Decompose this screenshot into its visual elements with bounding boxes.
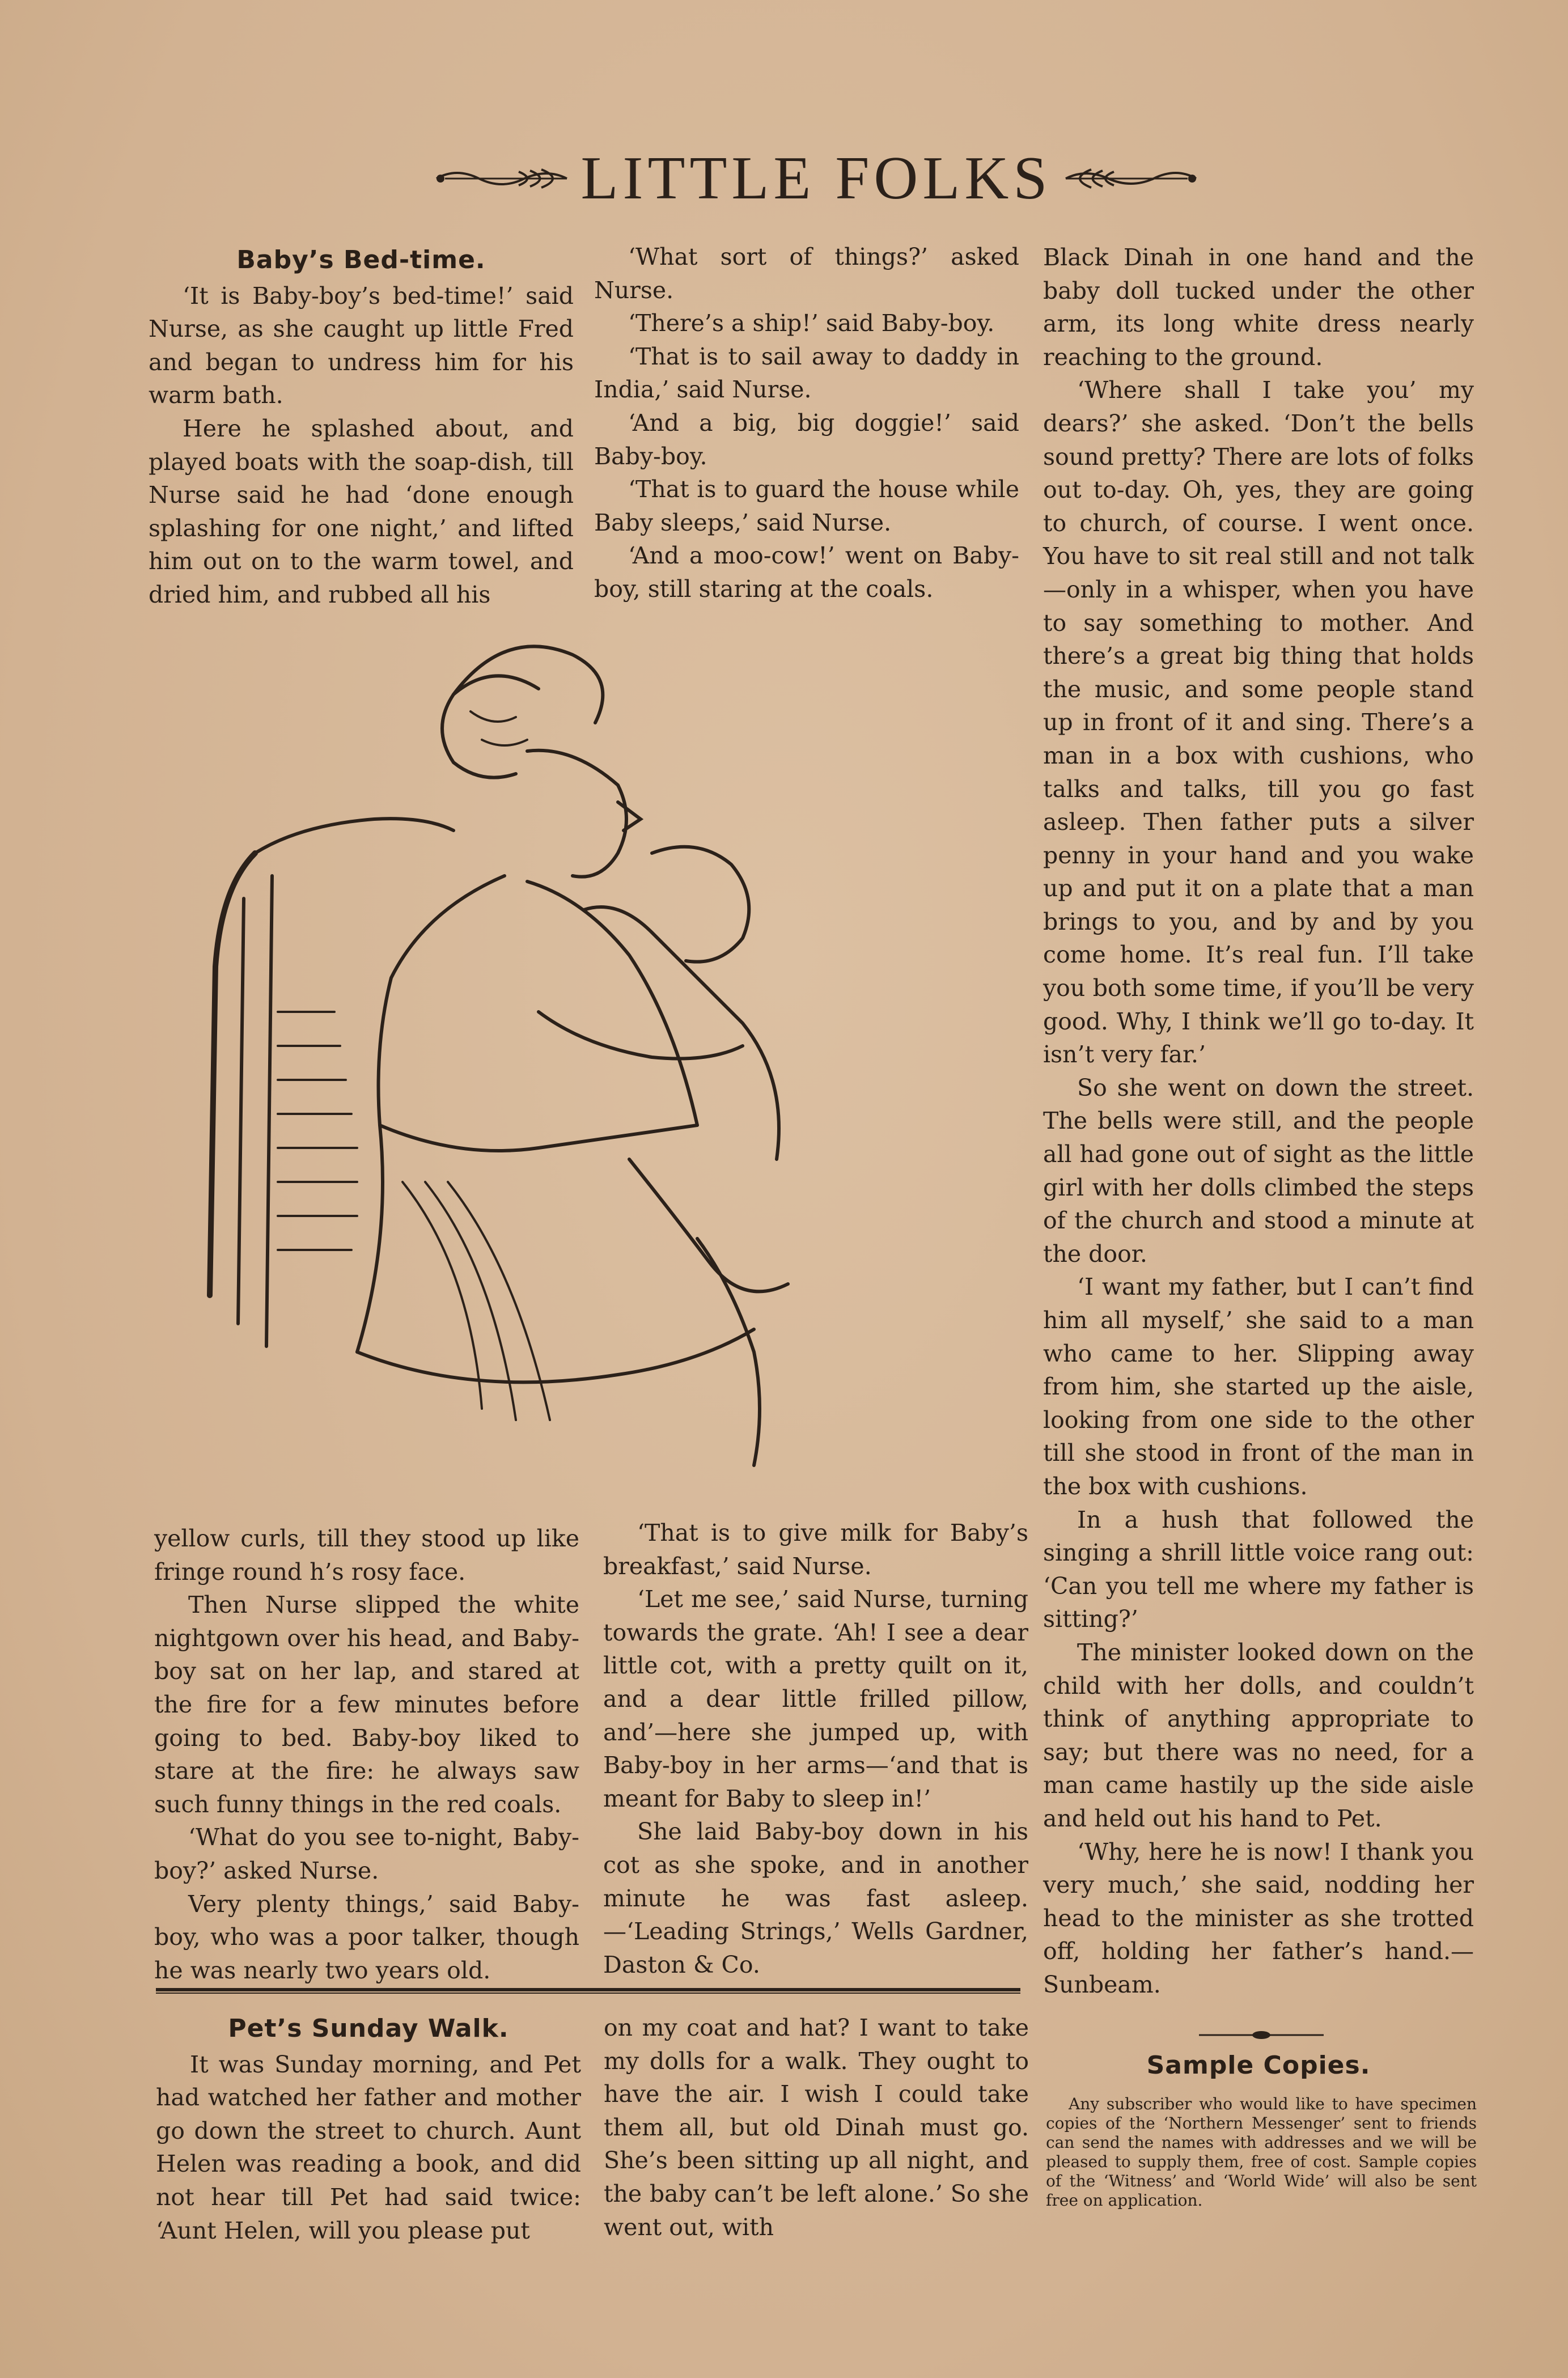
nurse-and-baby-illustration xyxy=(187,615,992,1505)
divider-ornament-icon xyxy=(1196,2029,1327,2041)
masthead-title: LITTLE FOLKS xyxy=(580,145,1052,212)
sample-copies-headline-box xyxy=(1054,2049,1463,2085)
paragraph: Black Dinah in one hand and the baby doll tucked under the other arm, its long white dress nearly reaching to the ground. xyxy=(1043,244,1474,371)
section-divider-thin xyxy=(156,1993,1020,1994)
article2-headline: Pet’s Sunday Walk. xyxy=(228,2014,509,2043)
paragraph: ‘And a big, big doggie!’ said Baby-boy. xyxy=(594,409,1019,470)
article2-col2 xyxy=(604,2011,1029,2244)
notice-body: Any subscriber who would like to have specimen copies of the ‘Northern Messenger’ sent to friends can send the names with addresses and we will be pleased to supply them, free of cost. Sample copies of the ‘Witness’ and ‘World Wide’ will also be sent free on application. xyxy=(1046,2095,1477,2210)
paragraph: ‘What do you see to-night, Baby-boy?’ asked Nurse. xyxy=(154,1824,579,1884)
right-ornament-icon xyxy=(1063,162,1199,196)
paragraph: ‘And a moo-cow!’ went on Baby-boy, still staring at the coals. xyxy=(594,542,1019,603)
paragraph: Here he splashed about, and played boats with the soap-dish, till Nurse said he had ‘done enough splashing for one night,’ and lifted him out on to the warm towel, and dried him, and rubbed all his xyxy=(149,414,574,608)
sample-copies-notice xyxy=(1046,2095,1477,2210)
article2-col3 xyxy=(1043,241,1474,2001)
paragraph: ‘That is to sail away to daddy in India,’ said Nurse. xyxy=(594,342,1019,404)
article1-col2-bottom xyxy=(603,1516,1028,1981)
paragraph: Then Nurse slipped the white nightgown over his head, and Baby-boy sat on her lap, and stared at the fire for a few minutes before going to bed. Baby-boy liked to stare at the fire: he always saw such funny things in the red coals. xyxy=(154,1591,579,1818)
paragraph: yellow curls, till they stood up like fringe round h’s rosy face. xyxy=(154,1525,579,1586)
paragraph: ‘That is to give milk for Baby’s breakfast,’ said Nurse. xyxy=(603,1519,1028,1580)
paragraph: ‘Let me see,’ said Nurse, turning towards the grate. ‘Ah! I see a dear little cot, with a pretty quilt on it, and a dear little frilled pillow, and’—here she jumped up, with Baby-boy in her arms—‘and that is meant for Baby to sleep in!’ xyxy=(603,1586,1028,1812)
paragraph: In a hush that followed the singing a shrill little voice rang out: ‘Can you tell me where my father is sitting?’ xyxy=(1043,1506,1474,1633)
paragraph: on my coat and hat? I want to take my dolls for a walk. They ought to have the air. I wish I could take them all, but old Dinah must go. She’s been sitting up all night, and the baby can’t be left alone.’ So she went out, with xyxy=(604,2014,1029,2241)
paragraph: The minister looked down on the child with her dolls, and couldn’t think of anything appropriate to say; but there was no need, for a man came hastily up the side aisle and held out his hand to Pet. xyxy=(1043,1638,1474,1832)
article2-col1 xyxy=(156,2012,581,2247)
paragraph: So she went on down the street. The bells were still, and the people all had gone out of sight as the little girl with her dolls climbed the steps of the church and stood a minute at the door. xyxy=(1043,1074,1474,1268)
paragraph: ‘That is to guard the house while Baby sleeps,’ said Nurse. xyxy=(594,476,1019,536)
paragraph: ‘I want my father, but I can’t find him all myself,’ she said to a man who came to her. Slipping away from him, she started up the aisle, looking from one side to the other till she stood in front of the man in the box with cushions. xyxy=(1043,1273,1474,1500)
paragraph: ‘Where shall I take you’ my dears?’ she asked. ‘Don’t the bells sound pretty? There are lots of folks out to-day. Oh, yes, they are going to church, of course. I went once. You have to sit real still and not talk—only in a whisper, when you have to say something to mother. And there’s a great big thing that holds the music, and some people stand up in front of it and sing. There’s a man in a box with cushions, who talks and talks, till you go fast asleep. Then father puts a silver penny in your hand and you wake up and put it on a plate that a man brings to you, and by and by you come home. It’s real fun. I’ll take you both some time, if you’ll be very good. Why, I think we’ll go to-day. It isn’t very far.’ xyxy=(1043,376,1474,1069)
left-ornament-icon xyxy=(434,162,570,196)
article1-col1-top xyxy=(149,244,574,612)
article1-col2-top xyxy=(594,240,1019,606)
paragraph: ‘What sort of things?’ asked Nurse. xyxy=(594,243,1019,304)
section-divider xyxy=(156,1988,1020,1991)
sample-copies-headline: Sample Copies. xyxy=(1146,2051,1371,2080)
paragraph: It was Sunday morning, and Pet had watched her father and mother go down the street to church. Aunt Helen was reading a book, and did not hear till Pet had said twice: ‘Aunt Helen, will you please put xyxy=(156,2050,581,2244)
masthead xyxy=(329,145,1304,213)
paragraph: ‘It is Baby-boy’s bed-time!’ said Nurse, as she caught up little Fred and began to undress him for his warm bath. xyxy=(149,282,574,409)
paragraph: ‘There’s a ship!’ said Baby-boy. xyxy=(628,310,995,337)
paragraph: ‘Why, here he is now! I thank you very much,’ she said, nodding her head to the minister as she trotted off, holding her father’s hand.—Sunbeam. xyxy=(1043,1838,1474,1998)
article1-col1-bottom xyxy=(154,1522,579,1987)
paragraph: Very plenty things,’ said Baby-boy, who was a poor talker, though he was nearly two years old. xyxy=(154,1890,579,1984)
article1-headline: Baby’s Bed-time. xyxy=(236,245,486,274)
paragraph: She laid Baby-boy down in his cot as she spoke, and in another minute he was fast asleep.—‘Leading Strings,’ Wells Gardner, Daston & Co. xyxy=(603,1818,1028,1978)
